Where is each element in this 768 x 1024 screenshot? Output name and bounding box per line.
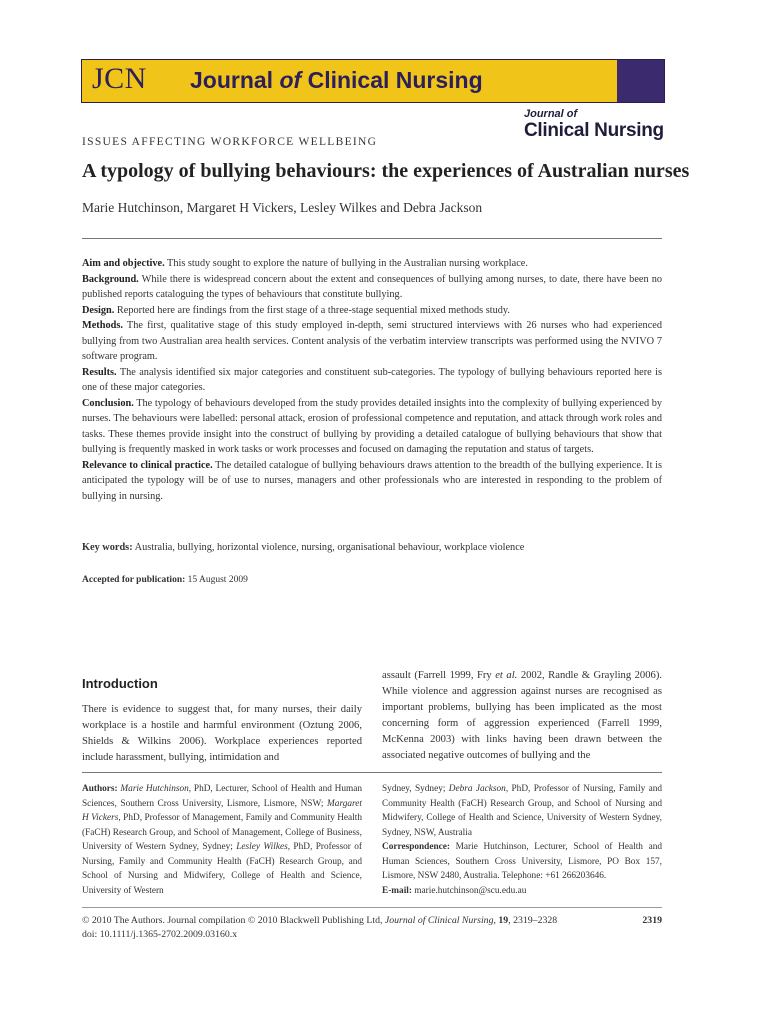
abstract-conclusion [82,396,662,458]
authors-footnote-right [382,782,662,898]
correspondence-text: Marie Hutchinson, Lecturer, School of Health and Human Sciences, Southern Cross University, Lismore, PO Box 157, Lismore, NSW 2480, Australia. Telephone: +61 266203646. [382,842,662,881]
banner-journal-title [190,67,483,94]
abstract-design [82,303,662,319]
journal-banner [81,59,665,103]
authors-footnote-continued [382,782,662,840]
author1-name: Marie Hutchinson, [117,784,192,794]
abstract-relevance [82,458,662,505]
copyright-sep: , [493,915,499,926]
logo-small-text: Journal of [524,108,578,120]
abstract-background-label: Background. [82,273,139,285]
article-authors: Marie Hutchinson, Margaret H Vickers, Lesley Wilkes and Debra Jackson [82,200,483,215]
banner-jcn-mark: JCN [92,62,147,95]
email-line [382,884,662,899]
accepted-text: 15 August 2009 [185,575,248,585]
abstract-aim-text: This study sought to explore the nature of bullying in the Australian nursing workplace. [164,258,528,269]
abstract-relevance-label: Relevance to clinical practice. [82,459,213,471]
author1-text: PhD, Lecturer, School of Health and Human Sciences, Southern Cross University, Lismore, Lismore, NSW; [82,784,363,809]
intro-left-text: There is evidence to suggest that, for many nurses, their daily workplace is a hostile and harmful environment (Oztung 2006, Shields & Wilkins 2006). Workplace experiences reported include harassment, bullying, intimidation and [82,704,362,763]
accepted-date [82,575,248,585]
keywords-text: Australia, bullying, horizontal violence, nursing, organisational behaviour, workplace violence [132,542,525,553]
abstract-design-label: Design. [82,304,115,316]
abstract-methods-label: Methods. [82,320,123,331]
authors-label: Authors: [82,784,118,794]
page-number: 2319 [642,915,662,926]
abstract-results [82,365,662,396]
banner-yellow-panel [82,60,617,102]
footnote-divider [82,772,662,773]
intro-right-etal: et al. [495,670,518,681]
author3-text: PhD, Professor of Nursing, Family and Community Health (FaCH) Research Group, and School of Nursing and Midwifery, College of Health and Science, University of Western [82,842,362,896]
copyright-volume: 19 [498,915,509,926]
author-continued-text: Sydney, Sydney; [382,784,449,794]
abstract-background-text: While there is widespread concern about the extent and consequences of bullying among nurses, to date, there have been no published reports cataloguing the types of behaviours that constitute bullying. [82,273,662,300]
copyright-journal: Journal of Clinical Nursing [384,915,494,926]
intro-heading: Introduction [82,676,158,691]
abstract-conclusion-label: Conclusion. [82,397,134,409]
keywords-label: Key words: [82,542,133,553]
intro-left-column [82,670,362,766]
banner-title-of: of [279,67,302,93]
logo-big-text: Clinical Nursing [524,120,664,141]
author2-name: Margaret H Vickers, [82,798,362,823]
doi-line[interactable]: doi: 10.1111/j.1365-2702.2009.03160.x [82,929,238,940]
abstract-design-text: Reported here are findings from the first stage of a three-stage sequential mixed methods study. [114,304,510,316]
header-divider [82,238,662,239]
author3-name: Lesley Wilkes, [236,842,291,852]
section-heading: ISSUES AFFECTING WORKFORCE WELLBEING [82,136,378,148]
copyright-pages: , 2319–2328 [508,915,558,926]
abstract-aim [82,256,662,272]
correspondence [382,840,662,884]
keywords [82,542,662,553]
intro-right-paragraph [382,668,662,764]
abstract-methods-text: The first, qualitative stage of this study employed in-depth, semi structured interviews with 26 nurses who had experienced bullying from two Australian area health services. Content analysis of the verbatim interview transcripts was performed using the NVIVO 7 software program. [82,320,662,362]
abstract-methods [82,318,662,365]
intro-right-column [382,668,662,764]
authors-footnote-text [82,782,362,898]
abstract-results-label: Results. [82,366,117,378]
email-address[interactable]: marie.hutchinson@scu.edu.au [411,885,527,896]
intro-right-pre: assault (Farrell 1999, Fry [382,670,496,681]
email-label: E-mail: [382,885,412,896]
abstract-aim-label: Aim and objective. [82,258,165,269]
banner-purple-panel [617,60,664,102]
abstract-results-text: The analysis identified six major categories and constituent sub-categories. The typology of bullying behaviours reported here is one of these major categories. [82,366,662,393]
author4-text: PhD, Professor of Nursing, Family and Community Health (FaCH) Research Group, and School of Nursing and Midwifery, College of Health and Science, University of Western Sydney, Sydney, NSW, Australia [382,784,662,838]
abstract-background [82,272,662,303]
abstract [82,256,662,504]
authors-footnote-left [82,782,362,898]
abstract-conclusion-text: The typology of behaviours developed from the study provides detailed insights into the complexity of bullying experienced by nurses. The behaviours were labelled: personal attack, erosion of professional competence and reputation, and attack through work roles and tasks. These themes provide insight into the construct of bullying by providing a detailed catalogue of bullying behaviours that show that bullying is frequently masked in work tasks or work processes and focused on damaging the reputation and status of targets. [82,397,662,455]
author4-name: Debra Jackson, [448,784,509,794]
correspondence-label: Correspondence: [382,842,450,852]
accepted-label: Accepted for publication: [82,575,186,585]
abstract-relevance-text: The detailed catalogue of bullying behaviours draws attention to the breadth of the bullying experience. It is anticipated the typology will be of use to nurses, managers and other professionals who are interested in responding to the problem of bullying in nursing. [82,459,662,502]
copyright-pre: © 2010 The Authors. Journal compilation © 2010 Blackwell Publishing Ltd, [82,915,385,926]
banner-title-pre: Journal [190,67,280,93]
journal-logo [524,108,664,142]
banner-title-post: Clinical Nursing [301,67,483,93]
footer-divider [82,907,662,908]
author2-text: PhD, Professor of Management, Family and Community Health (FaCH) Research Group, and School of Management, College of Business, University of Western Sydney, Sydney; [82,813,362,852]
intro-right-post: 2002, Randle & Grayling 2006). While violence and aggression against nurses are recognised as important problems, bullying has been implicated as the most concerning form of aggression experienced (Farrell 1999, McKenna 2003) with links having been drawn between the associated negative outcomes of bullying and the [382,670,662,761]
copyright-line [82,915,557,926]
article-title: A typology of bullying behaviours: the experiences of Australian nurses [82,160,690,182]
